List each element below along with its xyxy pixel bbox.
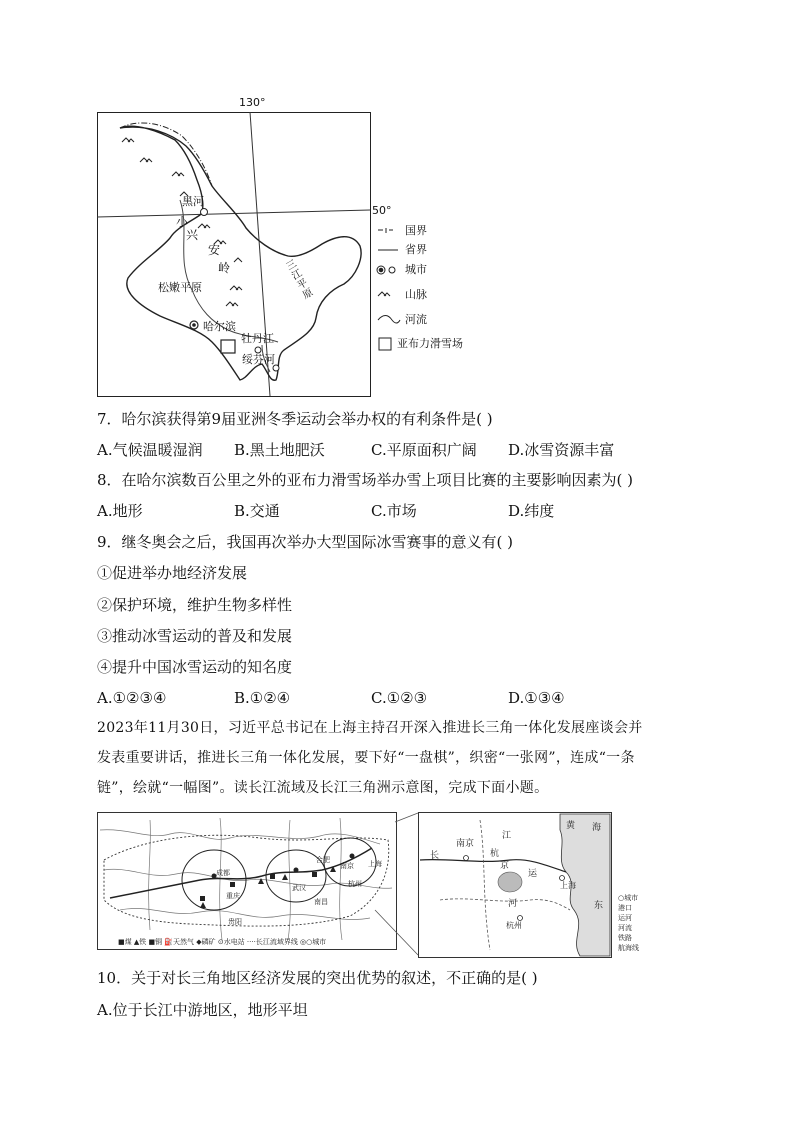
question-9-stem: 9．继冬奥会之后，我国再次举办大型国际冰雪赛事的意义有( ) xyxy=(97,533,514,551)
mudanjiang-label: 牡丹江 xyxy=(241,332,274,345)
map2-right-legend-4: 河流 xyxy=(618,924,632,932)
xiaoxinganling-label-2: 兴 xyxy=(186,228,199,242)
legend-river: 河流 xyxy=(405,313,427,326)
nanchang-label: 南昌 xyxy=(314,898,328,906)
jing-label: 京 xyxy=(500,861,510,871)
he-label: 河 xyxy=(508,899,518,909)
shanghai-label-right: 上海 xyxy=(560,881,576,890)
xiaoxinganling-label-3: 安 xyxy=(208,243,221,257)
latitude-label: 50° xyxy=(372,204,392,217)
harbin-label: 哈尔滨 xyxy=(203,320,236,333)
question-8-option-c[interactable]: C.市场 xyxy=(371,502,417,520)
chengdu-label: 成都 xyxy=(216,869,230,877)
dong-label: 东 xyxy=(594,901,604,911)
xiaoxinganling-label-1: 小 xyxy=(176,215,189,229)
map2-left-legend: ■煤 ▲铁 ■铜 ⛽天然气 ◆磷矿 ⊙水电站 ····长江流域界线 ◎○城市 xyxy=(118,938,327,946)
map2-right-legend-3: 运河 xyxy=(618,914,632,922)
legend-ski-resort: 亚布力滑雪场 xyxy=(397,337,463,350)
suifenhe-label: 绥芬河 xyxy=(242,353,275,366)
yun-label: 运 xyxy=(528,869,538,879)
question-7-option-a[interactable]: A.气候温暖湿润 xyxy=(97,441,203,459)
question-10-option-a[interactable]: A.位于长江中游地区，地形平坦 xyxy=(97,1001,308,1019)
longitude-label: 130° xyxy=(239,96,266,109)
legend-provincial-border: 省界 xyxy=(405,243,427,256)
question-9-item-4: ④提升中国冰雪运动的知名度 xyxy=(97,658,293,676)
question-9-option-d[interactable]: D.①③④ xyxy=(508,689,565,707)
question-8-option-b[interactable]: B.交通 xyxy=(234,502,280,520)
chang-label: 长 xyxy=(430,851,440,861)
nanjing-label-left: 南京 xyxy=(340,862,354,870)
hefei-label: 合肥 xyxy=(316,856,330,864)
passage-line-3: 链”，绘就“一幅图”。读长江流域及长江三角洲示意图，完成下面小题。 xyxy=(97,780,549,796)
question-9-item-3: ③推动冰雪运动的普及和发展 xyxy=(97,627,293,645)
hang-label: 杭 xyxy=(490,849,500,859)
question-7-option-b[interactable]: B.黑土地肥沃 xyxy=(234,441,325,459)
legend-national-border: 国界 xyxy=(405,224,427,237)
delta-river xyxy=(420,860,566,872)
map2-right-legend-2: 港口 xyxy=(618,904,632,912)
map2-right-legend-6: 航海线 xyxy=(618,944,639,952)
legend-mountain: 山脉 xyxy=(405,288,427,301)
heihe-city-marker xyxy=(201,209,208,216)
huang-label: 黄 xyxy=(566,821,576,831)
question-7-option-c[interactable]: C.平原面积广阔 xyxy=(371,441,477,459)
question-9-option-c[interactable]: C.①②③ xyxy=(371,689,428,707)
hangzhou-label-left: 杭州 xyxy=(348,880,362,888)
question-8-option-d[interactable]: D.纬度 xyxy=(508,502,555,520)
question-9-item-1: ①促进举办地经济发展 xyxy=(97,564,248,582)
yabuli-ski-resort-marker xyxy=(221,340,235,353)
question-9-item-2: ②保护环境，维护生物多样性 xyxy=(97,596,293,614)
map2-right-legend-1: ○城市 xyxy=(618,894,639,902)
guiyang-label: 贵阳 xyxy=(228,918,242,926)
legend-symbols xyxy=(377,228,400,350)
shanghai-label-left: 上海 xyxy=(368,860,382,868)
legend-city: 城市 xyxy=(405,263,427,276)
question-10-stem: 10．关于对长三角地区经济发展的突出优势的叙述，不正确的是( ) xyxy=(97,969,538,987)
nanjing-label-right: 南京 xyxy=(456,839,475,849)
question-8-option-a[interactable]: A.地形 xyxy=(97,502,143,520)
hai-label: 海 xyxy=(592,823,602,833)
heihe-label: 黑河 xyxy=(182,195,204,208)
jiang-label: 江 xyxy=(502,831,512,841)
map2-right-legend-5: 铁路 xyxy=(618,934,632,942)
songnen-plain-label: 松嫩平原 xyxy=(158,281,202,294)
question-8-stem: 8．在哈尔滨数百公里之外的亚布力滑雪场举办雪上项目比赛的主要影响因素为( ) xyxy=(97,471,634,489)
national-border xyxy=(120,123,212,186)
xiaoxinganling-label-4: 岭 xyxy=(218,261,231,275)
hangzhou-label-right: 杭州 xyxy=(506,921,522,930)
question-7-option-d[interactable]: D.冰雪资源丰富 xyxy=(508,441,615,459)
question-9-option-b[interactable]: B.①②④ xyxy=(234,689,291,707)
passage-line-2: 发表重要讲话，推进长三角一体化发展，要下好“一盘棋”，织密“一张网”，连成“一条 xyxy=(97,750,635,766)
question-7-stem: 7．哈尔滨获得第9届亚洲冬季运动会举办权的有利条件是( ) xyxy=(97,410,493,428)
chongqing-label: 重庆 xyxy=(226,892,240,900)
question-9-option-a[interactable]: A.①②③④ xyxy=(97,689,167,707)
passage-line-1: 2023年11月30日，习近平总书记在上海主持召开深入推进长三角一体化发展座谈会并 xyxy=(97,720,643,736)
map1-graphics xyxy=(0,0,794,420)
wuhan-label: 武汉 xyxy=(292,884,306,892)
sanjiang-plain-label: 三江平原 xyxy=(284,258,316,302)
